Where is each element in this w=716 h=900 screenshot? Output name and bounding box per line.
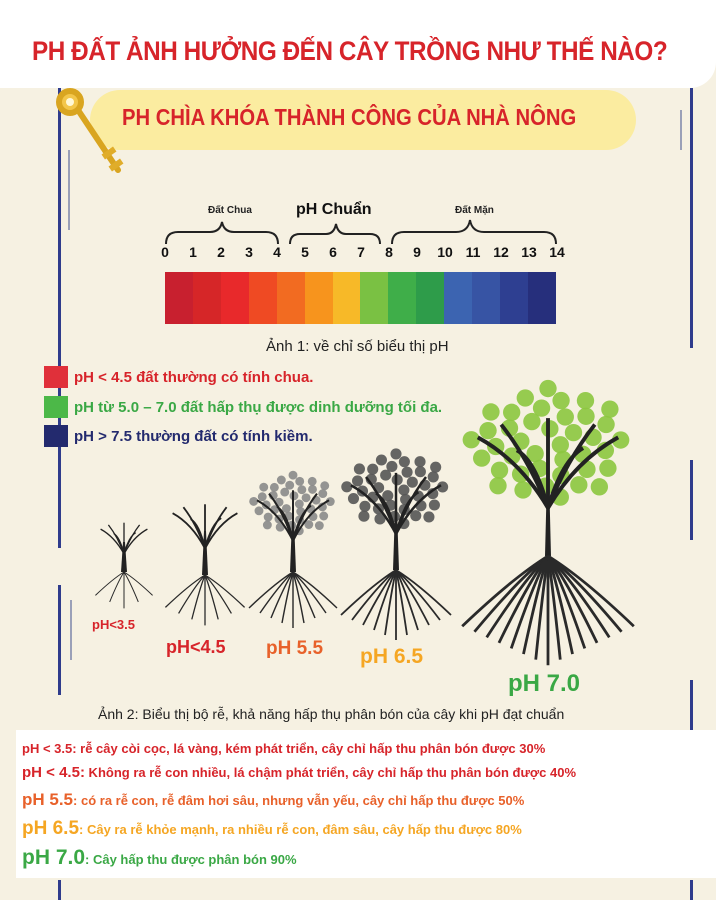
ph-tick-label: 12 — [493, 244, 509, 260]
description-text: rễ cây còi cọc, lá vàng, kém phát triển, cây chỉ hấp thu phân bón được 30% — [76, 741, 546, 756]
standard-ph-label: pH Chuẩn — [296, 201, 372, 218]
description-row — [22, 846, 297, 870]
page-subtitle: PH CHÌA KHÓA THÀNH CÔNG CỦA NHÀ NÔNG — [122, 104, 577, 130]
tree-ph45 — [165, 504, 244, 625]
ph-tick-label: 7 — [357, 244, 365, 260]
alkaline-soil-label: Đất Mặn — [455, 205, 494, 216]
description-key: pH < 4.5: — [22, 764, 85, 781]
description-row — [22, 764, 576, 782]
description-row — [22, 740, 545, 758]
ph-tick-label: 0 — [161, 244, 169, 260]
tree-ph35 — [95, 523, 152, 609]
ph-tick-label: 3 — [245, 244, 253, 260]
decor-line — [690, 880, 693, 900]
ph-tick-label: 2 — [217, 244, 225, 260]
description-key: pH 5.5 — [22, 790, 74, 809]
page-title: PH ĐẤT ẢNH HƯỞNG ĐẾN CÂY TRỒNG NHƯ THẾ NÀO? — [32, 36, 668, 66]
ph-tick-label: 13 — [521, 244, 537, 260]
description-key: pH 7.0 — [22, 846, 86, 869]
legend-text: pH > 7.5 thường đất có tính kiềm. — [74, 427, 313, 445]
scale-caption: Ảnh 1: về chỉ số biểu thị pH — [266, 338, 449, 355]
description-key: pH < 3.5: — [22, 741, 77, 756]
legend-text: pH < 4.5 đất thường có tính chua. — [74, 368, 314, 386]
description-text: : Cây ra rễ khỏe mạnh, ra nhiều rễ con, đâm sâu, cây hấp thu được 80% — [79, 822, 522, 837]
tree-ph65 — [341, 448, 451, 640]
ph-tick-label: 10 — [437, 244, 453, 260]
tree-ph70 — [462, 380, 634, 665]
description-text: : Cây hấp thu được phân bón 90% — [85, 852, 297, 867]
tree-label-ph35: pH<3.5 — [92, 617, 135, 632]
acid-soil-label: Đất Chua — [208, 205, 252, 216]
description-key: pH 6.5 — [22, 818, 80, 839]
ph-tick-label: 4 — [273, 244, 281, 260]
decor-line — [58, 880, 61, 900]
tree-label-ph70: pH 7.0 — [508, 670, 581, 697]
ph-tick-label: 8 — [385, 244, 393, 260]
ph-tick-label: 11 — [465, 244, 481, 260]
tree-label-ph65: pH 6.5 — [360, 645, 424, 668]
ph-tick-label: 1 — [189, 244, 197, 260]
description-text: : có ra rễ con, rễ đâm hơi sâu, nhưng vẫn yếu, cây chỉ hấp thu được 50% — [73, 793, 525, 808]
ph-tick-label: 5 — [301, 244, 309, 260]
description-text: Không ra rễ con nhiều, lá chậm phát triển, cây chỉ hấp thu phân bón được 40% — [84, 765, 576, 780]
tree-ph55 — [249, 471, 337, 628]
ph-tick-label: 6 — [329, 244, 337, 260]
tree-label-ph55: pH 5.5 — [266, 638, 324, 659]
description-row — [22, 790, 524, 810]
legend-text: pH từ 5.0 – 7.0 đất hấp thụ được dinh dưỡng tối đa. — [74, 398, 443, 416]
ph-tick-label: 9 — [413, 244, 421, 260]
trees-caption: Ảnh 2: Biểu thị bộ rễ, khả năng hấp thụ phân bón của cây khi pH đạt chuẩn — [98, 706, 565, 722]
tree-label-ph45: pH<4.5 — [166, 637, 226, 657]
ph-tick-label: 14 — [549, 244, 565, 260]
description-row — [22, 818, 522, 840]
